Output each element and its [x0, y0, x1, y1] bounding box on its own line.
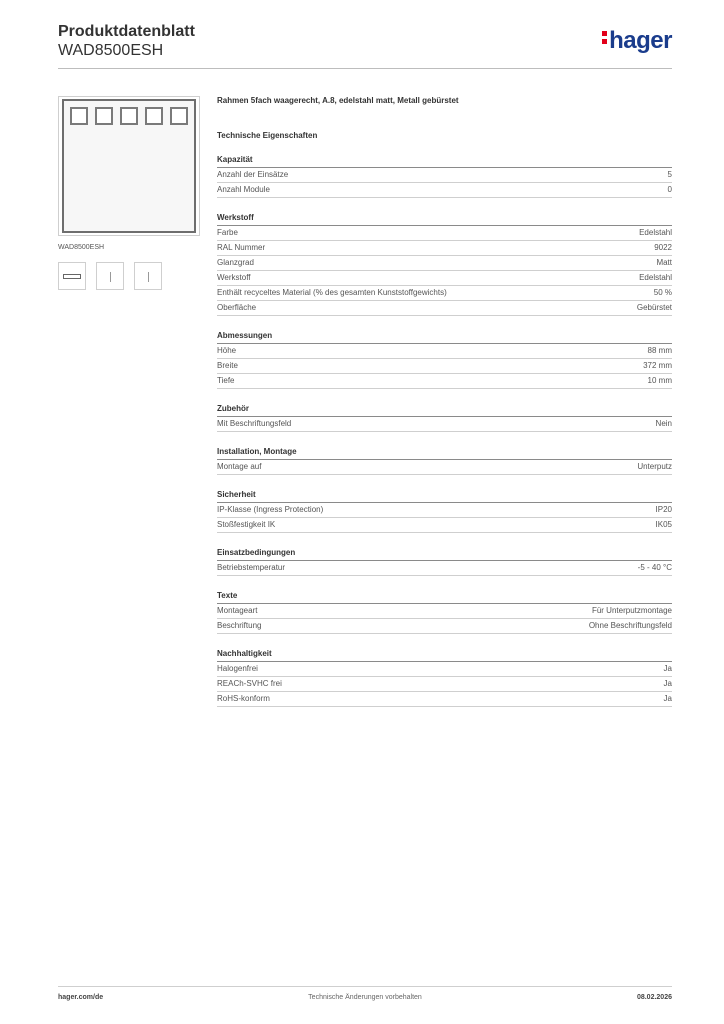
spec-label: REACh-SVHC frei [217, 679, 282, 688]
logo-text: hager [609, 27, 672, 54]
product-image[interactable] [58, 96, 200, 236]
spec-row [217, 692, 672, 707]
frame-slot [95, 107, 113, 125]
spec-label: Anzahl Module [217, 185, 270, 194]
footer-note: Technische Änderungen vorbehalten [308, 994, 422, 1001]
frame-slots [70, 107, 188, 125]
section-title: Installation, Montage [217, 445, 672, 460]
section-title: Sicherheit [217, 488, 672, 503]
spec-row [217, 604, 672, 619]
frame-front-icon [63, 274, 81, 279]
spec-value: Unterputz [637, 462, 672, 471]
spec-sections [217, 153, 672, 707]
spec-value: 372 mm [643, 361, 672, 370]
spec-section [217, 546, 672, 576]
spec-row [217, 561, 672, 576]
spec-label: Enthält recyceltes Material (% des gesamten Kunststoffgewichts) [217, 288, 447, 297]
spec-value: 50 % [653, 288, 672, 297]
product-description: Rahmen 5fach waagerecht, A.8, edelstahl matt, Metall gebürstet [217, 96, 459, 105]
spec-section [217, 329, 672, 389]
spec-value: 5 [667, 170, 672, 179]
thumbnail-side[interactable] [96, 262, 124, 290]
spec-row [217, 256, 672, 271]
section-title: Nachhaltigkeit [217, 647, 672, 662]
spec-section [217, 211, 672, 316]
tech-heading: Technische Eigenschaften [217, 131, 318, 140]
spec-value: 10 mm [647, 376, 672, 385]
spec-value: Für Unterputzmontage [591, 606, 672, 615]
spec-value: Gebürstet [636, 303, 672, 312]
spec-section [217, 647, 672, 707]
footer-date: 08.02.2026 [636, 994, 672, 1001]
spec-row [217, 271, 672, 286]
spec-label: Oberfläche [217, 303, 257, 312]
spec-value: 9022 [654, 243, 672, 252]
spec-label: Tiefe [217, 376, 235, 385]
spec-label: Halogenfrei [217, 664, 258, 673]
spec-label: Werkstoff [217, 273, 251, 282]
spec-label: Montage auf [217, 462, 262, 471]
frame-slot [70, 107, 88, 125]
spec-section [217, 153, 672, 198]
spec-row [217, 168, 672, 183]
thumbnail-front[interactable] [58, 262, 86, 290]
spec-label: Betriebstemperatur [217, 563, 286, 572]
spec-row [217, 374, 672, 389]
spec-row [217, 183, 672, 198]
footer-divider [58, 986, 672, 987]
header-divider [58, 68, 672, 69]
spec-row [217, 518, 672, 533]
spec-label: RoHS-konform [217, 694, 270, 703]
spec-row [217, 662, 672, 677]
spec-label: Beschriftung [217, 621, 262, 630]
spec-label: Farbe [217, 228, 238, 237]
spec-value: Ohne Beschriftungsfeld [588, 621, 672, 630]
section-title: Abmessungen [217, 329, 672, 344]
header [58, 22, 195, 60]
spec-label: Höhe [217, 346, 237, 355]
section-title: Einsatzbedingungen [217, 546, 672, 561]
spec-row [217, 344, 672, 359]
frame-slot [170, 107, 188, 125]
frame-side-icon [148, 272, 149, 282]
spec-row [217, 241, 672, 256]
section-title: Werkstoff [217, 211, 672, 226]
thumbnail-side-2[interactable] [134, 262, 162, 290]
spec-row [217, 460, 672, 475]
spec-label: Anzahl der Einsätze [217, 170, 289, 179]
spec-section [217, 589, 672, 634]
spec-value: 0 [667, 185, 672, 194]
spec-row [217, 619, 672, 634]
spec-value: Edelstahl [639, 273, 672, 282]
spec-label: RAL Nummer [217, 243, 266, 252]
spec-row [217, 677, 672, 692]
image-caption: WAD8500ESH [58, 244, 105, 251]
spec-label: Stoßfestigkeit IK [217, 520, 276, 529]
main-content [217, 94, 672, 707]
product-sku: WAD8500ESH [58, 42, 164, 59]
spec-section [217, 445, 672, 475]
spec-section [217, 488, 672, 533]
spec-row [217, 301, 672, 316]
spec-value: Edelstahl [639, 228, 672, 237]
spec-row [217, 286, 672, 301]
section-title: Texte [217, 589, 672, 604]
frame-illustration [62, 99, 196, 233]
frame-slot [120, 107, 138, 125]
spec-value: IK05 [655, 520, 672, 529]
spec-row [217, 226, 672, 241]
spec-label: Glanzgrad [217, 258, 254, 267]
frame-slot [145, 107, 163, 125]
spec-section [217, 402, 672, 432]
hager-logo[interactable] [602, 28, 672, 54]
spec-row [217, 503, 672, 518]
spec-row [217, 417, 672, 432]
spec-value: 88 mm [647, 346, 672, 355]
spec-value: IP20 [655, 505, 672, 514]
spec-label: Mit Beschriftungsfeld [217, 419, 292, 428]
section-title: Kapazität [217, 153, 672, 168]
spec-value: Matt [656, 258, 672, 267]
page-title: Produktdatenblatt [58, 23, 195, 40]
spec-label: Montageart [217, 606, 258, 615]
section-title: Zubehör [217, 402, 672, 417]
spec-value: Nein [655, 419, 672, 428]
spec-value: -5 - 40 °C [637, 563, 672, 572]
logo-dots-icon [602, 28, 608, 47]
spec-value: Ja [663, 679, 672, 688]
spec-row [217, 359, 672, 374]
thumbnail-strip [58, 262, 162, 290]
spec-value: Ja [663, 664, 672, 673]
spec-value: Ja [663, 694, 672, 703]
spec-label: Breite [217, 361, 238, 370]
frame-side-icon [110, 272, 111, 282]
spec-label: IP-Klasse (Ingress Protection) [217, 505, 324, 514]
footer-website-link[interactable]: hager.com/de [58, 994, 104, 1001]
